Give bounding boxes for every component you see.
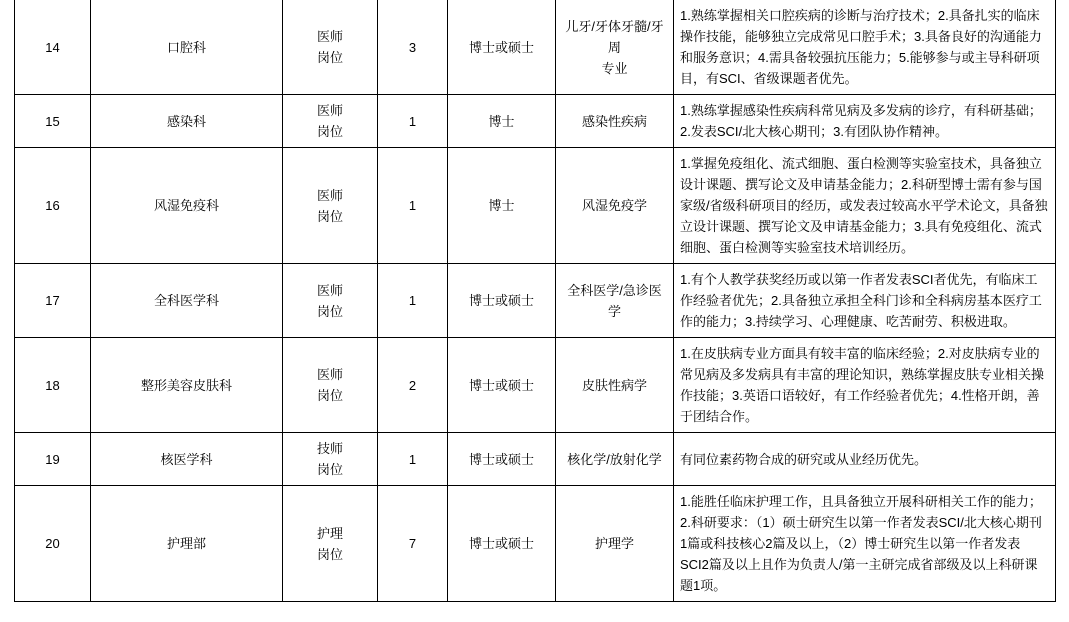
cell-post-type-line2: 岗位: [316, 546, 343, 562]
cell-headcount: 1: [378, 264, 448, 338]
cell-serial-number: 17: [15, 264, 91, 338]
cell-education: 博士或硕士: [448, 264, 556, 338]
cell-education: 博士: [448, 148, 556, 264]
table-row: [15, 95, 1056, 148]
cell-headcount: 3: [378, 0, 448, 95]
cell-serial-number: 19: [15, 433, 91, 486]
cell-major-line1: 风湿免疫学: [581, 198, 647, 213]
cell-post-type-line2: 岗位: [316, 208, 343, 224]
cell-serial-number: 20: [15, 486, 91, 602]
cell-post-type-line1: 医师: [316, 282, 343, 298]
cell-requirements: 有同位素药物合成的研究或从业经历优先。: [674, 433, 1056, 486]
cell-department: 感染科: [91, 95, 283, 148]
cell-education: 博士: [448, 95, 556, 148]
table-row: [15, 338, 1056, 433]
cell-education: 博士或硕士: [448, 0, 556, 95]
cell-post-type-line1: 医师: [316, 29, 343, 44]
cell-post-type-line1: 医师: [316, 187, 343, 203]
cell-major-line2: 专业: [601, 60, 628, 76]
cell-post-type: [283, 338, 378, 433]
cell-headcount: 1: [378, 148, 448, 264]
cell-major: [556, 95, 674, 148]
table-row: [15, 0, 1056, 95]
table-row: [15, 486, 1056, 602]
cell-requirements: 1.在皮肤病专业方面具有较丰富的临床经验；2.对皮肤病专业的常见病及多发病具有丰富的理论知识，熟练掌握皮肤专业相关操作技能；3.英语口语较好，有工作经验者优先；4.性格开朗，善于团结合作。: [674, 338, 1056, 433]
cell-post-type: [283, 264, 378, 338]
cell-department: 口腔科: [91, 0, 283, 95]
cell-post-type-line2: 岗位: [316, 388, 343, 403]
cell-major-line1: 护理学: [594, 536, 634, 551]
cell-headcount: 7: [378, 486, 448, 602]
table-row: [15, 148, 1056, 264]
cell-serial-number: 14: [15, 0, 91, 95]
cell-headcount: 1: [378, 95, 448, 148]
cell-post-type: [283, 95, 378, 148]
cell-major: [556, 148, 674, 264]
table-row: [15, 264, 1056, 338]
cell-department: 整形美容皮肤科: [91, 338, 283, 433]
cell-department: 护理部: [91, 486, 283, 602]
cell-major: [556, 486, 674, 602]
cell-serial-number: 15: [15, 95, 91, 148]
cell-major: [556, 0, 674, 95]
cell-major-line1: 全科医学/急诊医学: [567, 282, 662, 319]
cell-post-type: [283, 0, 378, 95]
cell-major: [556, 433, 674, 486]
cell-post-type-line2: 岗位: [316, 50, 343, 65]
cell-requirements: 1.熟练掌握相关口腔疾病的诊断与治疗技术；2.具备扎实的临床操作技能，能够独立完成常见口腔手术；3.具备良好的沟通能力和服务意识；4.需具备较强抗压能力；5.能够参与或主导科研项目，有SCI、省级课题者优先。: [674, 0, 1056, 95]
cell-post-type-line1: 医师: [316, 103, 343, 118]
cell-post-type: [283, 148, 378, 264]
cell-education: 博士或硕士: [448, 486, 556, 602]
recruitment-table: [14, 0, 1056, 602]
cell-post-type-line1: 医师: [316, 367, 343, 382]
table-row: [15, 433, 1056, 486]
cell-requirements: 1.掌握免疫组化、流式细胞、蛋白检测等实验室技术，具备独立设计课题、撰写论文及申请基金能力；2.科研型博士需有参与国家级/省级科研项目的经历，或发表过较高水平学术论文，具备独立设计课题、撰写论文及申请基金能力；3.具有免疫组化、流式细胞、蛋白检测等实验室技术培训经历。: [674, 148, 1056, 264]
cell-post-type-line2: 岗位: [316, 124, 343, 139]
cell-major: [556, 338, 674, 433]
cell-major-line1: 感染性疾病: [581, 113, 647, 129]
cell-serial-number: 18: [15, 338, 91, 433]
cell-post-type-line1: 护理: [316, 525, 343, 541]
cell-post-type-line2: 岗位: [316, 303, 343, 319]
cell-post-type-line2: 岗位: [316, 462, 343, 477]
cell-major-line1: 核化学/放射化学: [567, 451, 662, 467]
cell-department: 核医学科: [91, 433, 283, 486]
cell-headcount: 1: [378, 433, 448, 486]
cell-major-line1: 儿牙/牙体牙髓/牙周: [565, 18, 664, 55]
cell-major: [556, 264, 674, 338]
cell-requirements: 1.熟练掌握感染性疾病科常见病及多发病的诊疗，有科研基础；2.发表SCI/北大核心期刊；3.有团队协作精神。: [674, 95, 1056, 148]
cell-education: 博士或硕士: [448, 338, 556, 433]
cell-department: 风湿免疫科: [91, 148, 283, 264]
cell-post-type: [283, 433, 378, 486]
table-body: [15, 0, 1056, 602]
cell-requirements: 1.有个人教学获奖经历或以第一作者发表SCI者优先，有临床工作经验者优先；2.具备独立承担全科门诊和全科病房基本医疗工作的能力；3.持续学习、心理健康、吃苦耐劳、积极进取。: [674, 264, 1056, 338]
cell-post-type-line1: 技师: [316, 441, 343, 456]
cell-serial-number: 16: [15, 148, 91, 264]
cell-post-type: [283, 486, 378, 602]
cell-requirements: 1.能胜任临床护理工作，且具备独立开展科研相关工作的能力；2.科研要求：（1）硕士研究生以第一作者发表SCI/北大核心期刊1篇或科技核心2篇及以上，（2）博士研究生以第一作者发表SCI2篇及以上且作为负责人/第一主研完成省部级及以上科研课题1项。: [674, 486, 1056, 602]
cell-education: 博士或硕士: [448, 433, 556, 486]
cell-headcount: 2: [378, 338, 448, 433]
cell-department: 全科医学科: [91, 264, 283, 338]
cell-major-line1: 皮肤性病学: [581, 377, 647, 393]
